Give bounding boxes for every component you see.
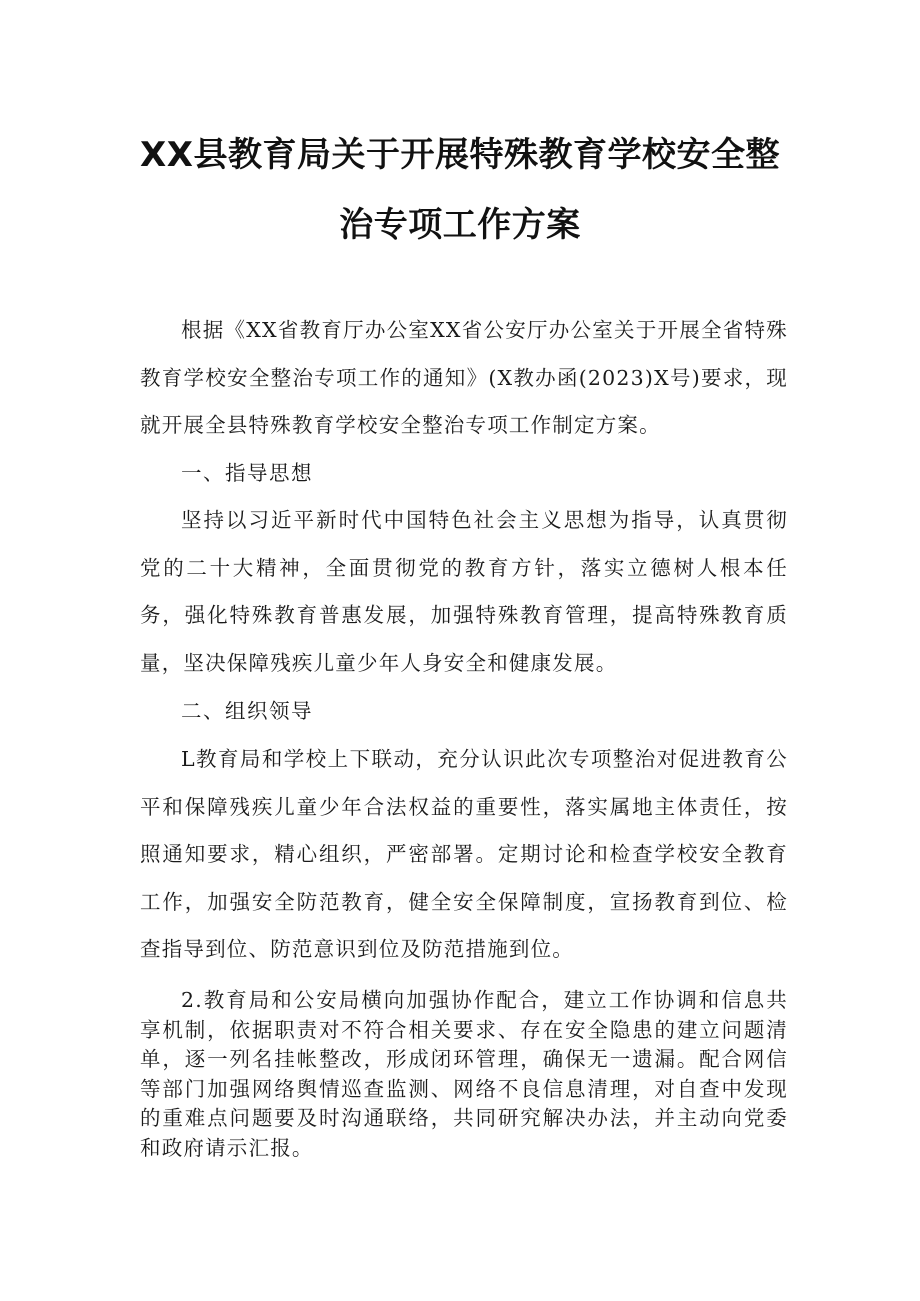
section-1-heading-block — [140, 450, 788, 498]
section-2-item-1-block — [140, 736, 788, 974]
section-2-item-2: 2.教育局和公安局横向加强协作配合，建立工作协调和信息共享机制，依据职责对不符合相关要求、存在安全隐患的建立问题清单，逐一列名挂帐整改，形成闭环管理，确保无一遗漏。配合网信等部门加强网络舆情巡查监测、网络不良信息清理，对自查中发现的重难点问题要及时沟通联络，共同研究解决办法，并主动向党委和政府请示汇报。 — [140, 988, 788, 1160]
section-2-item-2-block — [140, 986, 788, 1163]
intro-paragraph: 根据《XX省教育厅办公室XX省公安厅办公室关于开展全省特殊教育学校安全整治专项工作的通知》(X教办函(2023)X号)要求，现就开展全县特殊教育学校安全整治专项工作制定方案。 — [140, 318, 788, 437]
document-title-line-2: 治专项工作方案 — [339, 205, 581, 245]
section-1-heading: 一、指导思想 — [181, 461, 313, 485]
section-1-body-block — [140, 497, 788, 687]
intro-paragraph-block — [140, 307, 788, 450]
section-2-heading-block — [140, 688, 788, 736]
document-title-line-1: XX县教育局关于开展特殊教育学校安全整 — [140, 135, 780, 175]
section-2-item-1: L教育局和学校上下联动，充分认识此次专项整治对促进教育公平和保障残疾儿童少年合法权益的重要性，落实属地主体责任，按照通知要求，精心组织，严密部署。定期讨论和检查学校安全教育工作，加强安全防范教育，健全安全保障制度，宣扬教育到位、检查指导到位、防范意识到位及防范措施到位。 — [140, 747, 788, 961]
section-2-heading: 二、组织领导 — [181, 699, 313, 723]
section-1-paragraph: 坚持以习近平新时代中国特色社会主义思想为指导，认真贯彻党的二十大精神，全面贯彻党的教育方针，落实立德树人根本任务，强化特殊教育普惠发展，加强特殊教育管理，提高特殊教育质量，坚决保障残疾儿童少年人身安全和健康发展。 — [140, 508, 788, 675]
